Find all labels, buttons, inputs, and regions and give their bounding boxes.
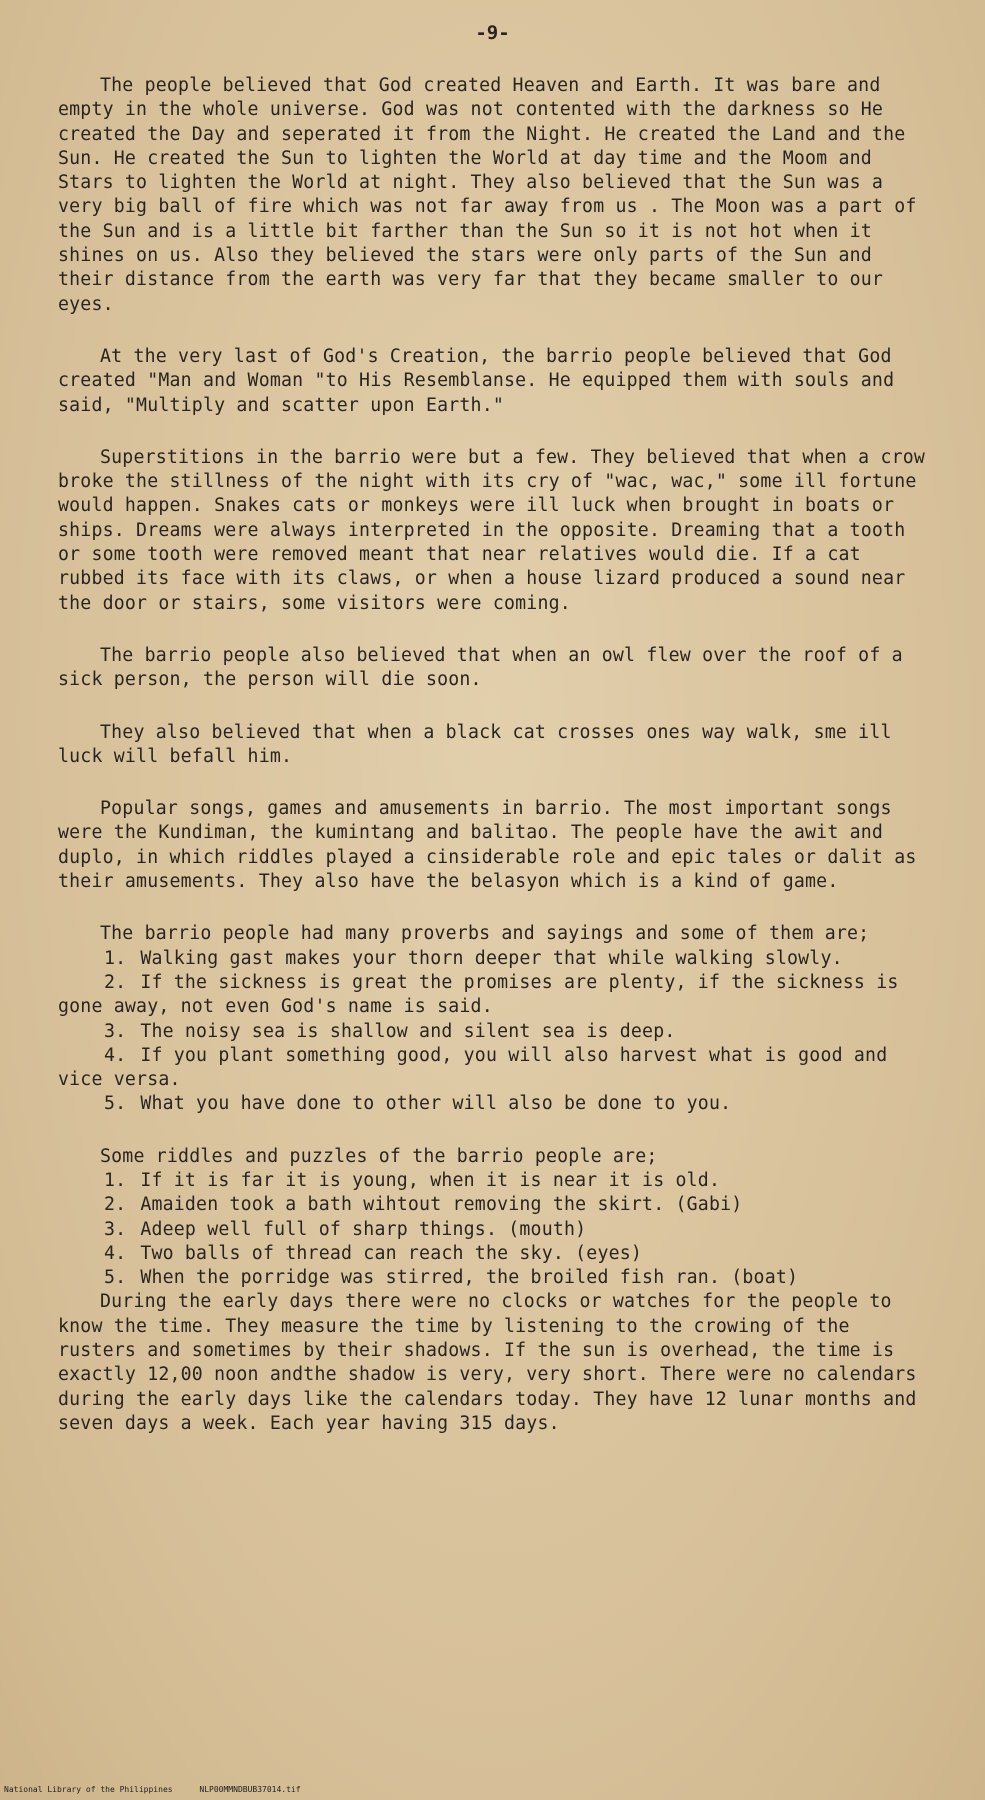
scan-footer bbox=[4, 1785, 323, 1794]
document-body bbox=[58, 74, 928, 1464]
list-item: 3. Adeep well full of sharp things. (mouth) bbox=[104, 1218, 587, 1240]
proverbs-list bbox=[58, 947, 928, 1117]
list-item: 2. Amaiden took a bath wihtout removing the skirt. (Gabi) bbox=[104, 1194, 743, 1216]
paragraph-superstitions: Superstitions in the barrio were but a few. They believed that when a crow broke the stillness of the night with its cry of "wac, wac," some ill fortune would happen. Snakes cats or monkeys were ill luck when brought in boats or ships. Dreams were always interpreted in the opposite. Dreaming that a tooth or some tooth were removed meant that near relatives would die. If a cat rubbed its face with its claws, or when a house lizard produced a sound near the door or stairs, some visitors were coming. bbox=[58, 446, 926, 614]
paragraph-time-keeping: During the early days there were no clocks or watches for the people to know the time. They measure the time by listening to the crowing of the rusters and sometimes by their shadows. If the sun is overhead, the time is exactly 12,00 noon andthe shadow is very, very short. There were no calendars during the early days like the calendars today. They have 12 lunar months and seven days a week. Each year having 315 days. bbox=[58, 1291, 917, 1434]
list-item: 1. Walking gast makes your thorn deeper that while walking slowly. bbox=[104, 947, 843, 969]
paragraph-songs-games: Popular songs, games and amusements in barrio. The most important songs were the Kundiman, the kumintang and balitao. The people have the awit and duplo, in which riddles played a cinsiderable role and epic tales or dalit as their amusements. They also have the belasyon which is a kind of game. bbox=[58, 798, 917, 893]
list-item: 1. If it is far it is young, when it is near it is old. bbox=[104, 1169, 721, 1191]
page-number: -9- bbox=[475, 22, 510, 44]
paragraph-owl: The barrio people also believed that when an owl flew over the roof of a sick person, the person will die soon. bbox=[58, 644, 903, 691]
riddles-intro: Some riddles and puzzles of the barrio people are; bbox=[100, 1145, 658, 1167]
list-item: 4. Two balls of thread can reach the sky. (eyes) bbox=[104, 1242, 643, 1264]
paragraph-black-cat: They also believed that when a black cat crosses ones way walk, sme ill luck will befall him. bbox=[58, 721, 892, 767]
list-item: 4. If you plant something good, you will also harvest what is good and vice versa. bbox=[58, 1044, 888, 1091]
paragraph-man-and-woman: At the very last of God's Creation, the barrio people believed that God created "Man and Woman "to His Resemblanse. He equipped them with souls and said, "Multiply and scatter upon Earth." bbox=[58, 345, 895, 416]
list-item: 5. When the porridge was stirred, the broiled fish ran. (boat) bbox=[104, 1267, 799, 1289]
list-item: 2. If the sickness is great the promises are plenty, if the sickness is gone away, not even God's name is said. bbox=[58, 971, 899, 1018]
library-credit: National Library of the Philippines bbox=[4, 1785, 173, 1794]
list-item: 3. The noisy sea is shallow and silent sea is deep. bbox=[104, 1020, 676, 1042]
paragraph-creation: The people believed that God created Heaven and Earth. It was bare and empty in the whole universe. God was not contented with the darkness so He created the Day and seperated it from the Night. He created the Land and the Sun. He created the Sun to lighten the World at day time and the Moom and Stars to lighten the World at night. They also believed that the Sun was a very big ball of fire which was not far away from us . The Moon was a part of the Sun and is a little bit farther than the Sun so it is not hot when it shines on us. Also they believed the stars were only parts of the Sun and their distance from the earth was very far that they became smaller to our eyes. bbox=[58, 75, 917, 315]
scan-filename: NLP00MMNDBUB37014.tif bbox=[199, 1785, 301, 1794]
riddles-list bbox=[58, 1169, 928, 1290]
list-item: 5. What you have done to other will also be done to you. bbox=[104, 1093, 732, 1115]
proverbs-intro: The barrio people had many proverbs and sayings and some of them are; bbox=[100, 923, 870, 945]
